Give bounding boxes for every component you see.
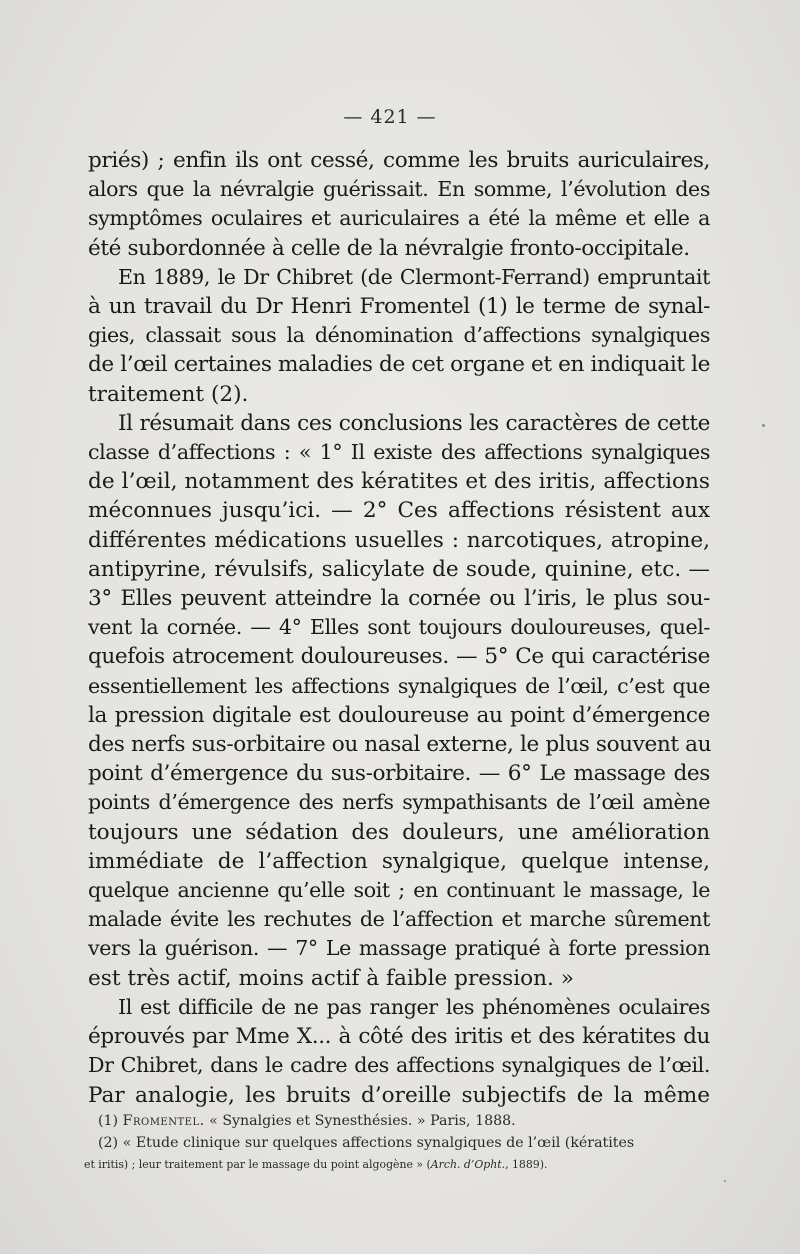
text-line: de l’œil, notamment des kératites et des iritis, affections: [88, 469, 710, 495]
text-line: traitement (2).: [88, 381, 249, 407]
footnotes: [84, 1110, 726, 1176]
footnote-2-mark: (2): [98, 1135, 119, 1151]
text-line: priés) ; enfin ils ont cessé, comme les bruits auriculaires,: [88, 148, 710, 173]
text-line: quefois atrocement douloureuses. — 5° Ce qui caractérise: [88, 644, 710, 670]
text-line: symptômes oculaires et auriculaires a été la même et elle a: [88, 206, 710, 231]
text-line: éprouvés par Mme X... à côté des iritis et des kératites du: [88, 1024, 710, 1050]
paper-speck: [724, 1180, 726, 1182]
text-line: Il résumait dans ces conclusions les caractères de cette: [118, 410, 710, 436]
text-line: alors que la névralgie guérissait. En somme, l’évolution des: [88, 177, 710, 202]
text-line: est très actif, moins actif à faible pression. »: [88, 965, 574, 991]
text-line: points d’émergence des nerfs sympathisants de l’œil amène: [88, 790, 710, 815]
footnote-1: [98, 1110, 726, 1132]
text-line: quelque ancienne qu’elle soit ; en continuant le massage, le: [88, 878, 710, 903]
text-line: Dr Chibret, dans le cadre des affections synalgiques de l’œil.: [88, 1053, 710, 1078]
text-line: été subordonnée à celle de la névralgie fronto-occipitale.: [88, 235, 690, 261]
text-line: gies, classait sous la dénomination d’affections synalgiques: [88, 323, 710, 348]
footnote-2-continuation: [84, 1154, 726, 1176]
text-line: 3° Elles peuvent atteindre la cornée ou l’iris, le plus sou-: [88, 586, 710, 612]
footnote-2-journal: Arch. d’Opht.: [430, 1158, 506, 1171]
footnote-1-text: « Synalgies et Synesthésies. » Paris, 1888.: [209, 1113, 516, 1129]
body-text: [88, 146, 710, 1110]
footnote-2: [98, 1132, 726, 1154]
text-line: différentes médications usuelles : narcotiques, atropine,: [88, 527, 710, 553]
text-line: classe d’affections : « 1° Il existe des affections synalgiques: [88, 440, 710, 465]
text-line: antipyrine, révulsifs, salicylate de soude, quinine, etc. —: [88, 556, 710, 582]
text-line: immédiate de l’affection synalgique, quelque intense,: [88, 848, 710, 874]
footnote-2-text-b: et iritis) ; leur traitement par le massage du point algogène » (: [84, 1158, 431, 1171]
text-line: Par analogie, les bruits d’oreille subjectifs de la même: [88, 1082, 710, 1108]
text-line: la pression digitale est douloureuse au point d’émergence: [88, 702, 710, 728]
text-line: malade évite les rechutes de l’affection et marche sûrement: [88, 907, 710, 932]
paper-speck: [762, 424, 765, 427]
text-line: méconnues jusqu’ici. — 2° Ces affections résistent aux: [88, 498, 710, 524]
text-line: à un travail du Dr Henri Fromentel (1) le terme de synal-: [88, 294, 710, 320]
text-line: toujours une sédation des douleurs, une amélioration: [88, 819, 710, 845]
text-line: des nerfs sus-orbitaire ou nasal externe, le plus souvent au: [88, 732, 712, 758]
text-line: Il est difficile de ne pas ranger les phénomènes oculaires: [118, 994, 710, 1019]
page-number: — 421 —: [343, 106, 437, 128]
footnote-1-mark: (1): [98, 1113, 119, 1129]
text-line: vers la guérison. — 7° Le massage pratiqué à forte pression: [88, 936, 710, 961]
footnote-2-text-a: « Etude clinique sur quelques affections synalgiques de l’œil (kératites: [122, 1135, 635, 1151]
text-line: de l’œil certaines maladies de cet organe et en indiquait le: [88, 352, 710, 378]
text-line: essentiellement les affections synalgiques de l’œil, c’est que: [88, 673, 710, 698]
text-line: En 1889, le Dr Chibret (de Clermont-Ferrand) empruntait: [118, 264, 710, 289]
text-line: vent la cornée. — 4° Elles sont toujours douloureuses, quel-: [88, 615, 710, 640]
footnote-1-author: Fromentel.: [122, 1113, 205, 1129]
text-line: point d’émergence du sus-orbitaire. — 6° Le massage des: [88, 761, 710, 787]
footnote-2-text-c: , 1889).: [505, 1158, 548, 1171]
